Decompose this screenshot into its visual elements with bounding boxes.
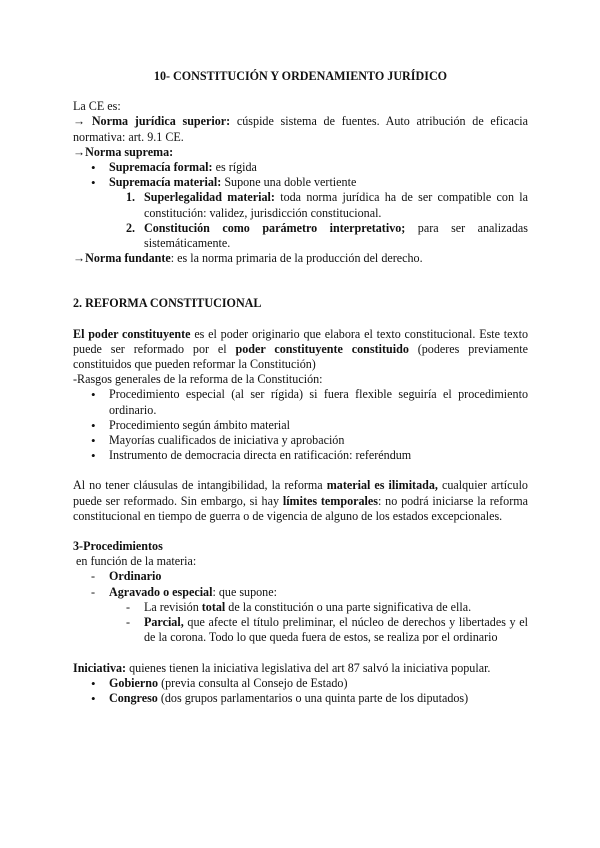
page-title: 10- CONSTITUCIÓN Y ORDENAMIENTO JURÍDICO xyxy=(153,69,448,83)
limites-paragraph xyxy=(73,478,528,524)
term: Ordinario xyxy=(109,569,162,584)
text: : no podrá iniciarse la reforma constitucional en tiempo de guerra o de vigencia de alguno de los estados excepcionales. xyxy=(73,493,529,523)
intro-text: La CE es: xyxy=(73,99,121,114)
list-item: • Instrumento de democracia directa en ratificación: referéndum xyxy=(109,448,528,463)
heading-text: 2. REFORMA CONSTITUCIONAL xyxy=(73,296,262,311)
page-content xyxy=(73,69,528,706)
definition: Supone una doble vertiente xyxy=(221,175,357,190)
heading-text: 3-Procedimientos xyxy=(73,539,163,554)
arrow-icon: → xyxy=(73,144,86,159)
term: Agravado o especial xyxy=(109,584,213,599)
term: El poder constituyente xyxy=(73,326,191,341)
term: Supremacía formal: xyxy=(109,160,213,175)
norma-suprema xyxy=(73,145,528,160)
term: Gobierno xyxy=(109,675,159,690)
text: que afecte el título preliminar, el núcleo de derechos y libertades y el de la corona. Todo lo que queda fuera de estos, se realiza por el ordinario xyxy=(144,615,528,645)
list-item: • Procedimiento según ámbito material xyxy=(109,418,528,433)
list-item xyxy=(109,160,528,175)
term: Constitución como parámetro interpretativo; xyxy=(144,220,406,235)
term: límites temporales xyxy=(282,493,378,508)
list-item xyxy=(126,190,529,220)
text: de la constitución o una parte significativa de ella. xyxy=(225,599,472,614)
section-heading xyxy=(73,539,528,554)
list-item xyxy=(109,175,528,190)
vertientes-list xyxy=(73,190,528,251)
rasgos-list xyxy=(73,387,528,463)
term: Supremacía material: xyxy=(109,175,222,190)
term: total xyxy=(201,599,226,614)
term: poder constituyente constituido xyxy=(235,341,409,356)
norma-fundante xyxy=(73,251,528,266)
text: La revisión xyxy=(144,599,202,614)
list-item xyxy=(144,615,528,645)
item-number: 1. xyxy=(126,190,136,205)
term: Congreso xyxy=(109,690,158,705)
arrow-icon: → xyxy=(73,114,86,129)
text: Al no tener cláusulas de intangibilidad, la reforma xyxy=(73,478,327,493)
supremacia-list xyxy=(73,160,528,190)
list-item xyxy=(109,569,528,584)
norma-juridica-superior xyxy=(73,114,528,144)
list-item xyxy=(144,600,528,615)
definition: (previa consulta al Consejo de Estado) xyxy=(158,675,348,690)
item-number: 2. xyxy=(126,220,136,235)
definition: cúspide sistema de fuentes. Auto atribución de eficacia normativa: art. 9.1 CE. xyxy=(73,114,528,144)
definition: : que supone: xyxy=(212,584,277,599)
term: Parcial, xyxy=(144,615,184,630)
agravado-list xyxy=(73,600,528,646)
definition: para ser analizadas sistemáticamente. xyxy=(144,220,528,251)
list-item xyxy=(109,691,528,706)
term: Norma jurídica superior: xyxy=(91,114,231,129)
text: es el poder originario que elabora el texto constitucional. Este texto puede ser reformado por el xyxy=(73,326,528,356)
procedimientos-sub: en función de la materia: xyxy=(73,554,197,569)
iniciativa-list xyxy=(73,676,528,706)
poder-constituyente-paragraph xyxy=(73,327,528,373)
term: Superlegalidad material: xyxy=(144,190,275,205)
definition: es rígida xyxy=(212,160,257,175)
definition: toda norma jurídica ha de ser compatible con la constitución: validez, jurisdicción constitucional. xyxy=(144,190,529,220)
text: (poderes previamente constituidos que pueden reformar la Constitución) xyxy=(73,341,528,372)
definition: : es la norma primaria de la producción del derecho. xyxy=(170,251,423,266)
procedimientos-list xyxy=(73,569,528,599)
term: material es ilimitada, xyxy=(326,478,438,493)
text: cualquier artículo puede ser reformado. Sin embargo, si hay xyxy=(73,478,528,508)
definition: quienes tienen la iniciativa legislativa del art 87 salvó la iniciativa popular. xyxy=(126,660,491,675)
list-item: • Procedimiento especial (al ser rígida) si fuera flexible seguiría el procedimiento ordinario. xyxy=(109,387,528,417)
rasgos-intro: -Rasgos generales de la reforma de la Constitución: xyxy=(73,372,323,387)
arrow-icon: → xyxy=(73,251,86,266)
list-item xyxy=(109,585,528,600)
section-heading xyxy=(73,296,528,311)
iniciativa-paragraph xyxy=(73,661,528,676)
term: Norma fundante xyxy=(85,251,171,266)
term: Norma suprema: xyxy=(85,144,174,159)
term: Iniciativa: xyxy=(73,660,127,675)
definition: (dos grupos parlamentarios o una quinta parte de los diputados) xyxy=(157,690,469,705)
list-item: • Mayorías cualificados de iniciativa y aprobación xyxy=(109,433,528,448)
list-item xyxy=(109,676,528,691)
list-item xyxy=(126,220,528,251)
